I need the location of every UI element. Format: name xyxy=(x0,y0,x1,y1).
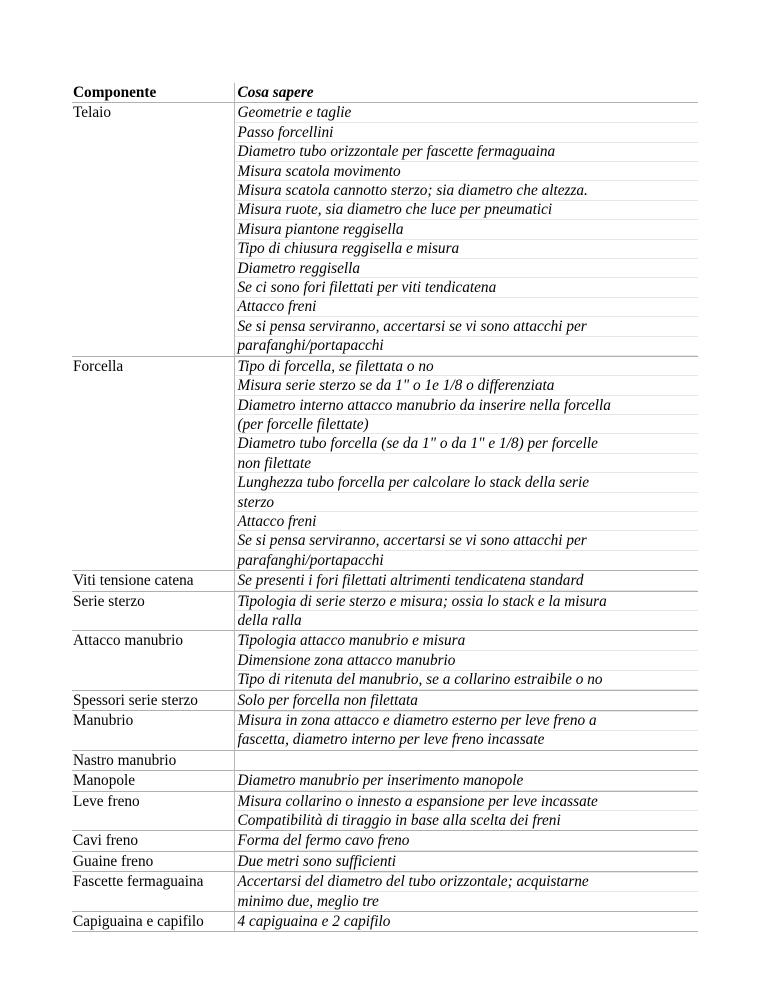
component-notes xyxy=(234,711,698,751)
table-row xyxy=(72,750,698,770)
component-notes xyxy=(234,912,698,932)
note-line: 4 capiguaina e 2 capifilo xyxy=(237,913,391,931)
note-line: Misura collarino o innesto a espansione per leve incassate xyxy=(237,792,598,810)
component-name: Attacco manubrio xyxy=(72,631,234,690)
note-line: Forma del fermo cavo freno xyxy=(237,832,410,850)
note-line: non filettate xyxy=(237,454,311,472)
note-line: Geometrie e taglie xyxy=(237,104,352,122)
table-row xyxy=(72,872,698,912)
note-line: Se ci sono fori filettati per viti tendicatena xyxy=(237,279,497,297)
note-line: Due metri sono sufficienti xyxy=(237,852,396,870)
component-notes xyxy=(234,356,698,570)
note-line: Tipo di chiusura reggisella e misura xyxy=(237,240,460,258)
table-row xyxy=(72,771,698,791)
note-line: (per forcelle filettate) xyxy=(237,415,369,433)
component-name: Serie sterzo xyxy=(72,591,234,631)
note-line: Misura piantone reggisella xyxy=(237,220,404,238)
note-line: Accertarsi del diametro del tubo orizzontale; acquistarne xyxy=(237,873,589,891)
component-name: Nastro manubrio xyxy=(72,750,234,770)
component-name: Cavi freno xyxy=(72,831,234,851)
table-row xyxy=(72,591,698,631)
component-notes xyxy=(234,831,698,851)
component-notes xyxy=(234,771,698,791)
header-info: Cosa sapere xyxy=(234,83,698,103)
note-line: Misura scatola cannotto sterzo; sia diametro che altezza. xyxy=(237,182,588,200)
table-row xyxy=(72,571,698,591)
note-line: Passo forcellini xyxy=(237,123,334,141)
component-name: Capiguaina e capifilo xyxy=(72,912,234,932)
component-name: Viti tensione catena xyxy=(72,571,234,591)
component-name: Forcella xyxy=(72,356,234,570)
note-line: Misura scatola movimento xyxy=(237,162,401,180)
note-line: Se si pensa serviranno, accertarsi se vi sono attacchi per xyxy=(237,532,587,550)
note-line: Diametro reggisella xyxy=(237,259,361,277)
note-line: Tipo di ritenuta del manubrio, se a collarino estraibile o no xyxy=(237,671,603,689)
note-line: Compatibilità di tiraggio in base alla scelta dei freni xyxy=(237,812,561,830)
table-row xyxy=(72,791,698,831)
component-name: Manubrio xyxy=(72,711,234,751)
note-line: fascetta, diametro interno per leve freno incassate xyxy=(237,731,545,749)
note-line: sterzo xyxy=(237,493,275,511)
note-line: Attacco freni xyxy=(237,298,317,316)
component-name: Manopole xyxy=(72,771,234,791)
table-row xyxy=(72,356,698,570)
component-notes xyxy=(234,571,698,591)
empty-note xyxy=(238,751,699,770)
note-line: Diametro interno attacco manubrio da inserire nella forcella xyxy=(237,396,611,414)
component-notes xyxy=(234,690,698,710)
component-name: Guaine freno xyxy=(72,851,234,871)
component-notes xyxy=(234,872,698,912)
table-row xyxy=(72,912,698,932)
note-line: Tipologia attacco manubrio e misura xyxy=(237,632,466,650)
note-line: Diametro manubrio per inserimento manopole xyxy=(237,772,524,790)
note-line: Tipologia di serie sterzo e misura; ossia lo stack e la misura xyxy=(237,592,607,610)
component-name: Telaio xyxy=(72,103,234,356)
header-component: Componente xyxy=(72,83,234,103)
table-header-row xyxy=(72,83,698,103)
table-row xyxy=(72,831,698,851)
note-line: Misura ruote, sia diametro che luce per pneumatici xyxy=(237,201,553,219)
table-row xyxy=(72,690,698,710)
note-line: Lunghezza tubo forcella per calcolare lo stack della serie xyxy=(237,474,589,492)
components-table xyxy=(72,83,698,932)
note-line: Attacco freni xyxy=(237,512,317,530)
component-notes xyxy=(234,591,698,631)
note-line: Diametro tubo forcella (se da 1" o da 1" e 1/8) per forcelle xyxy=(237,435,598,453)
note-line: Misura serie sterzo se da 1" o 1e 1/8 o differenziata xyxy=(237,377,555,395)
table-row xyxy=(72,631,698,690)
component-notes xyxy=(234,631,698,690)
note-line: Diametro tubo orizzontale per fascette fermaguaina xyxy=(237,143,556,161)
document-page xyxy=(72,83,698,932)
note-line: Se presenti i fori filettati altrimenti tendicatena standard xyxy=(237,572,584,590)
note-line: parafanghi/portapacchi xyxy=(237,551,384,569)
note-line: Solo per forcella non filettata xyxy=(237,691,418,709)
note-line: parafanghi/portapacchi xyxy=(237,337,384,355)
note-line: Tipo di forcella, se filettata o no xyxy=(237,357,434,375)
table-row xyxy=(72,103,698,356)
component-name: Fascette fermaguaina xyxy=(72,872,234,912)
component-name: Spessori serie sterzo xyxy=(72,690,234,710)
component-name: Leve freno xyxy=(72,791,234,831)
note-line: della ralla xyxy=(237,611,302,629)
table-row xyxy=(72,711,698,751)
component-notes xyxy=(234,791,698,831)
component-notes xyxy=(234,103,698,356)
table-body xyxy=(72,83,698,932)
component-notes xyxy=(234,851,698,871)
note-line: Dimensione zona attacco manubrio xyxy=(237,651,456,669)
table-row xyxy=(72,851,698,871)
component-notes xyxy=(234,750,698,770)
note-line: minimo due, meglio tre xyxy=(237,892,379,910)
note-line: Se si pensa serviranno, accertarsi se vi sono attacchi per xyxy=(237,317,587,335)
note-line: Misura in zona attacco e diametro esterno per leve freno a xyxy=(237,712,597,729)
